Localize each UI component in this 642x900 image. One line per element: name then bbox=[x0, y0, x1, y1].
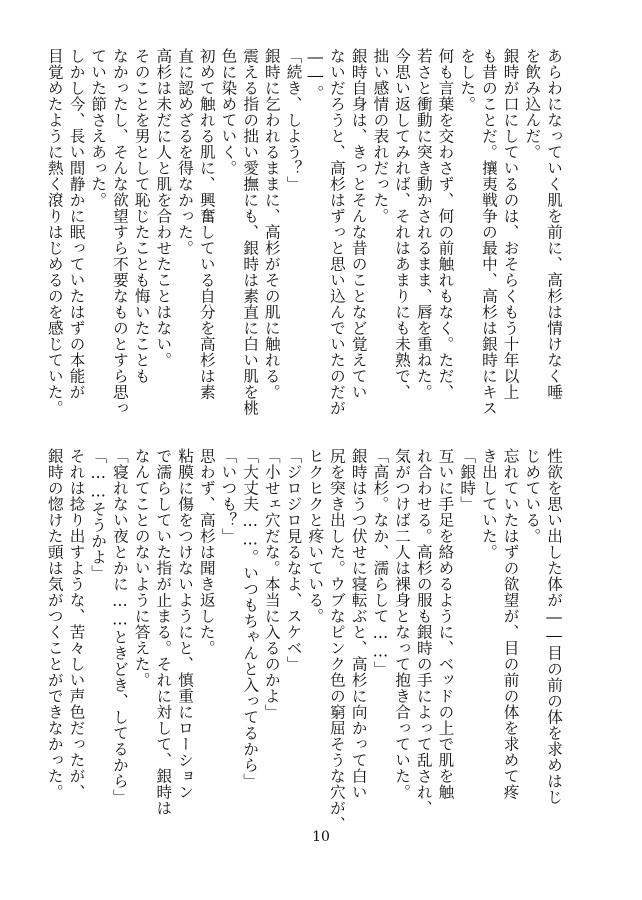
text-column: 震える指の拙い愛撫にも、銀時は素直に白い肌を桃 bbox=[241, 48, 260, 416]
text-column: 何も言葉を交わさず、何の前触れもなく。ただ、 bbox=[436, 48, 455, 400]
text-column: ――。 bbox=[306, 48, 325, 101]
text-block-top bbox=[43, 48, 564, 416]
text-column: 「小せェ穴だな。本当に入るのかよ」 bbox=[262, 448, 281, 720]
text-column: なんてことのないように答えた。 bbox=[132, 448, 151, 688]
text-column: き出していた。 bbox=[479, 448, 498, 560]
text-column: 気がつけば二人は裸身となって抱き合っていた。 bbox=[393, 448, 412, 800]
text-column: 「いつも？」 bbox=[219, 448, 238, 544]
text-column: 銀時に乞われるままに、高杉がその肌に触れる。 bbox=[262, 48, 281, 400]
text-column: 「ジロジロ見るなよ、スケベ」 bbox=[284, 448, 303, 672]
text-column: あらわになっていく肌を前に、高杉は情けなく唾 bbox=[545, 48, 563, 400]
text-column: 銀時はうつ伏せに寝転ぶと、高杉に向かって白い bbox=[349, 448, 368, 800]
text-column: 銀時が口にしているのは、おそらくもう十年以上 bbox=[501, 48, 520, 400]
text-column: 思わず、高杉は聞き返した。 bbox=[197, 448, 216, 656]
text-column: れ合わせる。高杉の服も銀時の手によって乱され、 bbox=[414, 448, 433, 816]
text-column: で濡らしていた指が止まる。それに対して、銀時は bbox=[154, 448, 173, 816]
text-column: 粘膜に傷をつけないようにと、慎重にローション bbox=[176, 448, 195, 800]
text-column: 「続き、しよう？」 bbox=[284, 48, 303, 192]
text-column: 「高杉。なか、濡らして……」 bbox=[371, 448, 390, 677]
text-column: しかし今、長い間静かに眠っていたはずの本能が bbox=[67, 48, 86, 400]
text-column: をした。 bbox=[458, 48, 477, 112]
text-column: 「寝れない夜とかに……ときどき、してるから」 bbox=[110, 448, 129, 805]
text-column: 高杉は未だに人と肌を合わせたことはない。 bbox=[154, 48, 173, 368]
text-column: 尻を突き出した。ウブなピンク色の窮屈そうな穴が、 bbox=[327, 448, 346, 832]
text-column: 若さと衝動に突き動かされるまま、唇を重ねた。 bbox=[414, 48, 433, 400]
text-column: じめている。 bbox=[523, 448, 542, 544]
text-column: も昔のことだ。攘夷戦争の最中、高杉は銀時にキス bbox=[479, 48, 498, 416]
text-column: を飲み込んだ。 bbox=[523, 48, 542, 160]
text-column: 色に染めていく。 bbox=[219, 48, 238, 176]
text-column: なかったし、そんな欲望すら不要なものとすら思っ bbox=[110, 48, 129, 416]
text-column: 目覚めたように熱く滾りはじめるのを感じていた。 bbox=[45, 48, 64, 416]
text-column: 銀時自身は、きっとそんな昔のことなど覚えてい bbox=[349, 48, 368, 400]
page-number: 10 bbox=[312, 829, 330, 845]
text-column: 忘れていたはずの欲望が、目の前の体を求めて疼 bbox=[501, 448, 520, 800]
text-column: ヒクヒクと疼いている。 bbox=[306, 448, 325, 624]
text-column: 直に認めざるを得なかった。 bbox=[176, 48, 195, 256]
text-column: それは捻り出すような、苦々しい声色だったが、 bbox=[67, 448, 86, 800]
text-column: 「……そうかよ」 bbox=[89, 448, 108, 581]
text-column: 性欲を思い出した体が――目の前の体を求めはじ bbox=[545, 448, 563, 805]
text-column: ないだろうと、高杉はずっと思い込んでいたのだが bbox=[327, 48, 346, 416]
text-column: 初めて触れる肌に、興奮している自分を高杉は素 bbox=[197, 48, 216, 400]
text-column: ていた節さえあった。 bbox=[89, 48, 108, 208]
text-column: 拙い感情の表れだった。 bbox=[371, 48, 390, 224]
text-column: 「銀時」 bbox=[458, 448, 477, 512]
text-column: 互いに手足を絡めるように、ベッドの上で肌を触 bbox=[436, 448, 455, 800]
text-column: 今思い返してみれば、それはあまりにも未熟で、 bbox=[393, 48, 412, 400]
text-column: 「大丈夫……。いつもちゃんと入ってるから」 bbox=[241, 448, 260, 789]
text-column: 銀時の惚けた頭は気がつくことができなかった。 bbox=[45, 448, 64, 800]
text-column: そのことを男として恥じたことも悔いたことも bbox=[132, 48, 151, 384]
text-block-bottom bbox=[43, 448, 564, 832]
